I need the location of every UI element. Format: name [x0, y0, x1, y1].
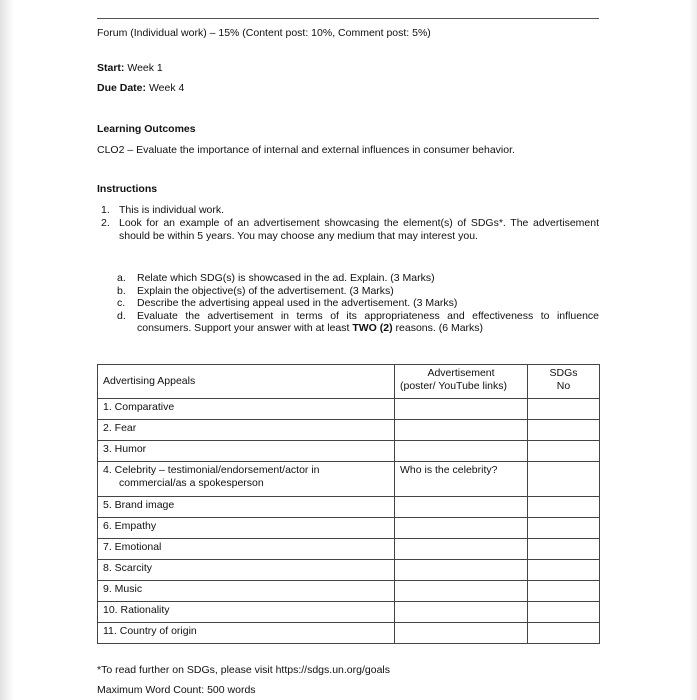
- page-right-shadow: [689, 0, 697, 700]
- sdgs-cell: [528, 441, 600, 462]
- advert-cell: Who is the celebrity?: [395, 462, 528, 497]
- start-line: [97, 62, 163, 75]
- list-item: b. Explain the objective(s) of the advertisement. (3 Marks): [117, 284, 394, 297]
- appeal-cell: 1. Comparative: [98, 399, 395, 420]
- sdgs-cell: [528, 399, 600, 420]
- sdgs-footnote: *To read further on SDGs, please visit https://sdgs.un.org/goals: [97, 664, 390, 676]
- advert-cell: [395, 581, 528, 602]
- list-item: a. Relate which SDG(s) is showcased in the ad. Explain. (3 Marks): [117, 272, 435, 284]
- table-row: [98, 399, 600, 420]
- table-row: [98, 539, 600, 560]
- table-row: [98, 497, 600, 518]
- start-value: Week 1: [127, 62, 163, 74]
- appeal-cell: 10. Rationality: [98, 602, 395, 623]
- table-row: [98, 623, 600, 644]
- top-divider: [97, 18, 599, 19]
- list-item: d. Evaluate the advertisement in terms of its appropriateness and effectiveness to influence consumers. Support your answer with at least TWO (2) reasons. (6 Marks): [117, 309, 599, 334]
- list-item: 2. Look for an example of an advertisement showcasing the element(s) of SDGs*. The advertisement should be within 5 years. You may choose any medium that may interest you.: [101, 217, 599, 242]
- appeal-cell: 3. Humor: [98, 441, 395, 462]
- sdgs-cell: [528, 560, 600, 581]
- header-advertisement: Advertisement (poster/ YouTube links): [395, 365, 528, 399]
- table-row: [98, 518, 600, 539]
- sdgs-cell: [528, 623, 600, 644]
- table-header-row: [98, 365, 600, 399]
- due-label: Due Date:: [97, 82, 147, 94]
- advert-cell: [395, 399, 528, 420]
- list-item: 1. This is individual work.: [101, 204, 225, 216]
- table-row: [98, 420, 600, 441]
- forum-line: Forum (Individual work) – 15% (Content post: 10%, Comment post: 5%): [97, 27, 431, 39]
- advert-cell: [395, 602, 528, 623]
- due-value: Week 4: [148, 82, 185, 94]
- instructions-heading: Instructions: [97, 183, 158, 195]
- advert-cell: [395, 497, 528, 518]
- sdgs-cell: [528, 602, 600, 623]
- header-sdgs: SDGs No: [528, 365, 600, 399]
- appeal-cell: 7. Emotional: [98, 539, 395, 560]
- instructions-list: [97, 204, 599, 243]
- table-row: [98, 560, 600, 581]
- word-count-note: Maximum Word Count: 500 words: [97, 684, 256, 696]
- appeal-cell: 9. Music: [98, 581, 395, 602]
- page-left-shadow: [0, 0, 14, 700]
- header-appeals: Advertising Appeals: [98, 365, 395, 399]
- table-row: [98, 441, 600, 462]
- advert-cell: [395, 560, 528, 581]
- sdgs-cell: [528, 518, 600, 539]
- appeal-cell: 5. Brand image: [98, 497, 395, 518]
- appeal-cell: 8. Scarcity: [98, 560, 395, 581]
- instructions-sublist: [117, 272, 599, 334]
- learning-outcomes-heading: Learning Outcomes: [97, 123, 196, 135]
- appeal-cell: 6. Empathy: [98, 518, 395, 539]
- start-label: Start:: [97, 62, 125, 74]
- advert-cell: [395, 441, 528, 462]
- sdgs-cell: [528, 497, 600, 518]
- appeal-cell: 11. Country of origin: [98, 623, 395, 644]
- list-item: c. Describe the advertising appeal used in the advertisement. (3 Marks): [117, 297, 458, 309]
- appeal-cell: 2. Fear: [98, 420, 395, 441]
- table-row: [98, 602, 600, 623]
- clo-text: CLO2 – Evaluate the importance of internal and external influences in consumer behavior.: [97, 144, 515, 156]
- sdgs-cell: [528, 420, 600, 441]
- advert-cell: [395, 623, 528, 644]
- sdgs-cell: [528, 539, 600, 560]
- advert-cell: [395, 518, 528, 539]
- table-row: [98, 581, 600, 602]
- advertising-appeals-table: [97, 364, 600, 644]
- due-date-line: [97, 82, 184, 95]
- table-row: [98, 462, 600, 497]
- advert-cell: [395, 539, 528, 560]
- sdgs-cell: [528, 581, 600, 602]
- advert-cell: [395, 420, 528, 441]
- sdgs-cell: [528, 462, 600, 497]
- appeal-cell: 4. Celebrity – testimonial/endorsement/actor in commercial/as a spokesperson: [98, 462, 395, 497]
